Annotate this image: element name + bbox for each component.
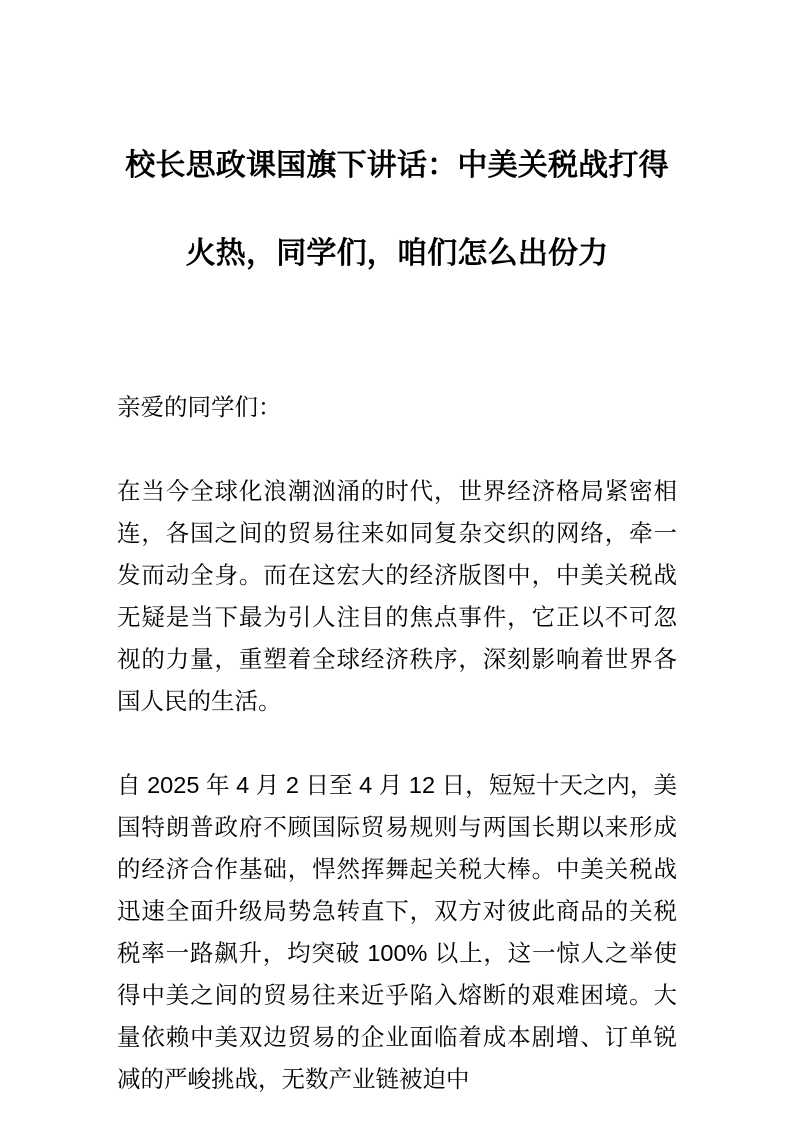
body-paragraph-1: 在当今全球化浪潮汹涌的时代，世界经济格局紧密相连，各国之间的贸易往来如同复杂交织的网络，牵一发而动全身。而在这宏大的经济版图中，中美关税战无疑是当下最为引人注目的焦点事件，它正以不可忽视的力量，重塑着全球经济秩序，深刻影响着世界各国人民的生活。 — [117, 478, 677, 714]
body-paragraph-2: 自 2025 年 4 月 2 日至 4 月 12 日，短短十天之内，美国特朗普政府不顾国际贸易规则与两国长期以来形成的经济合作基础，悍然挥舞起关税大棒。中美关税战迅速全面升级局势急转直下，双方对彼此商品的关税税率一路飙升，均突破 100% 以上，这一惊人之举使得中美之间的贸易往来近乎陷入熔断的艰难困境。大量依赖中美双边贸易的企业面临着成本剧增、订单锐减的严峻挑战，无数产业链被迫中 — [117, 772, 677, 1092]
document-title — [112, 122, 682, 298]
document-title-line-2: 火热，同学们，咱们怎么出份力 — [185, 237, 609, 270]
salutation: 亲爱的同学们： — [117, 394, 282, 420]
document-body — [117, 386, 677, 1100]
document-title-line-1: 校长思政课国旗下讲话：中美关税战打得 — [125, 149, 669, 182]
